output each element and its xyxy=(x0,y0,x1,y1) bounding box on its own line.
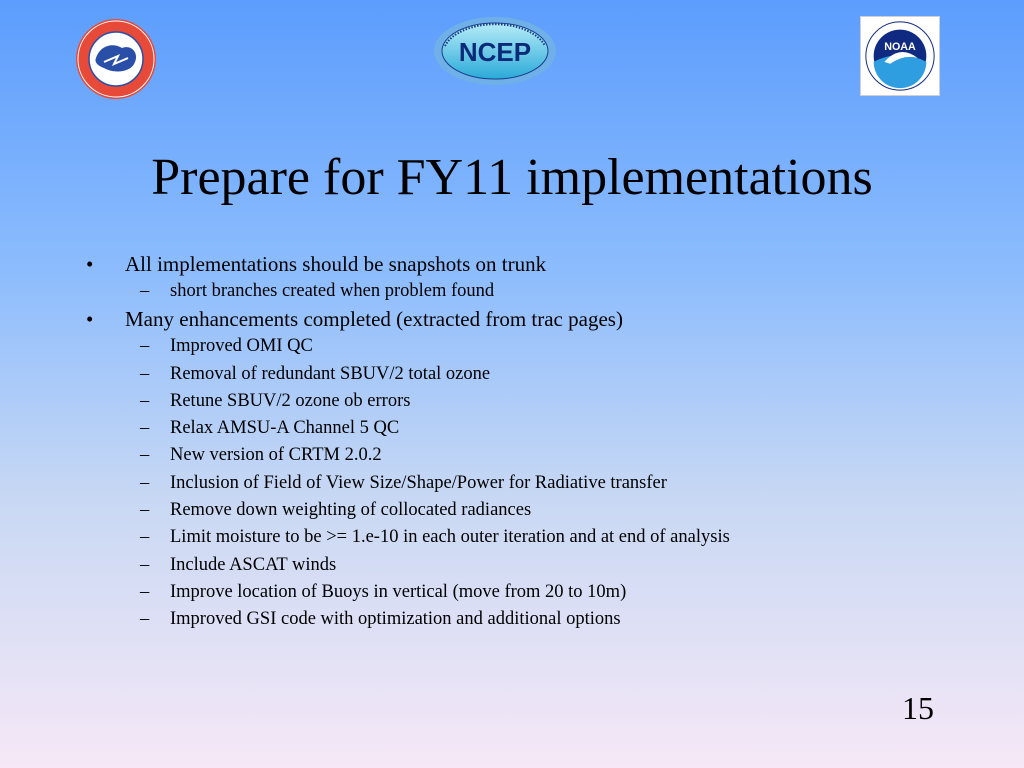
sub-bullet-item xyxy=(86,333,986,360)
sub-bullet-item xyxy=(86,524,986,551)
noaa-logo xyxy=(860,16,940,96)
sub-bullet-item xyxy=(86,497,986,524)
sub-bullet-text: Limit moisture to be >= 1.e-10 in each outer iteration and at end of analysis xyxy=(170,527,730,548)
bullet-item xyxy=(86,305,986,333)
sub-bullet-item xyxy=(86,606,986,633)
sub-bullet-text: Removal of redundant SBUV/2 total ozone xyxy=(170,363,491,384)
sub-bullet-item xyxy=(86,579,986,606)
ncep-logo-text: NCEP xyxy=(458,37,532,67)
dash-mark: – xyxy=(140,445,150,466)
sub-bullet-item xyxy=(86,552,986,579)
dash-mark: – xyxy=(140,418,150,439)
sub-bullet-text: short branches created when problem found xyxy=(170,281,495,301)
noaa-logo-text: NOAA xyxy=(884,41,916,54)
sub-bullet-item xyxy=(86,278,986,305)
sub-bullet-text: Improve location of Buoys in vertical (move from 20 to 10m) xyxy=(170,581,627,602)
dash-mark: – xyxy=(140,472,150,493)
ncep-logo xyxy=(433,16,557,86)
sub-bullet-text: Improved OMI QC xyxy=(170,336,313,357)
bullet-mark: • xyxy=(86,252,94,276)
bullet-item xyxy=(86,250,986,278)
sub-bullet-text: Relax AMSU-A Channel 5 QC xyxy=(170,418,400,439)
bullet-text: Many enhancements completed (extracted from trac pages) xyxy=(125,307,623,332)
sub-bullet-item xyxy=(86,361,986,388)
dash-mark: – xyxy=(140,500,150,521)
sub-bullet-text: Remove down weighting of collocated radiances xyxy=(170,500,532,521)
sub-bullet-item xyxy=(86,470,986,497)
dash-mark: – xyxy=(140,581,150,602)
sub-bullet-item xyxy=(86,442,986,469)
dash-mark: – xyxy=(140,336,150,357)
sub-bullet-text: Include ASCAT winds xyxy=(170,554,337,575)
dash-mark: – xyxy=(140,390,150,411)
bullet-list xyxy=(86,250,986,634)
dash-mark: – xyxy=(140,527,150,548)
nws-logo xyxy=(74,18,158,100)
dash-mark: – xyxy=(140,281,150,301)
sub-bullet-text: Retune SBUV/2 ozone ob errors xyxy=(170,390,411,411)
sub-bullet-text: Inclusion of Field of View Size/Shape/Power for Radiative transfer xyxy=(170,472,667,493)
bullet-mark: • xyxy=(86,307,94,332)
slide-title: Prepare for FY11 implementations xyxy=(151,149,873,206)
bullet-text: All implementations should be snapshots on trunk xyxy=(125,252,547,276)
dash-mark: – xyxy=(140,609,150,630)
dash-mark: – xyxy=(140,363,150,384)
sub-bullet-item xyxy=(86,415,986,442)
sub-bullet-text: Improved GSI code with optimization and additional options xyxy=(170,609,621,630)
sub-bullet-text: New version of CRTM 2.0.2 xyxy=(170,445,382,466)
sub-bullet-item xyxy=(86,388,986,415)
dash-mark: – xyxy=(140,554,150,575)
page-number: 15 xyxy=(902,690,934,726)
